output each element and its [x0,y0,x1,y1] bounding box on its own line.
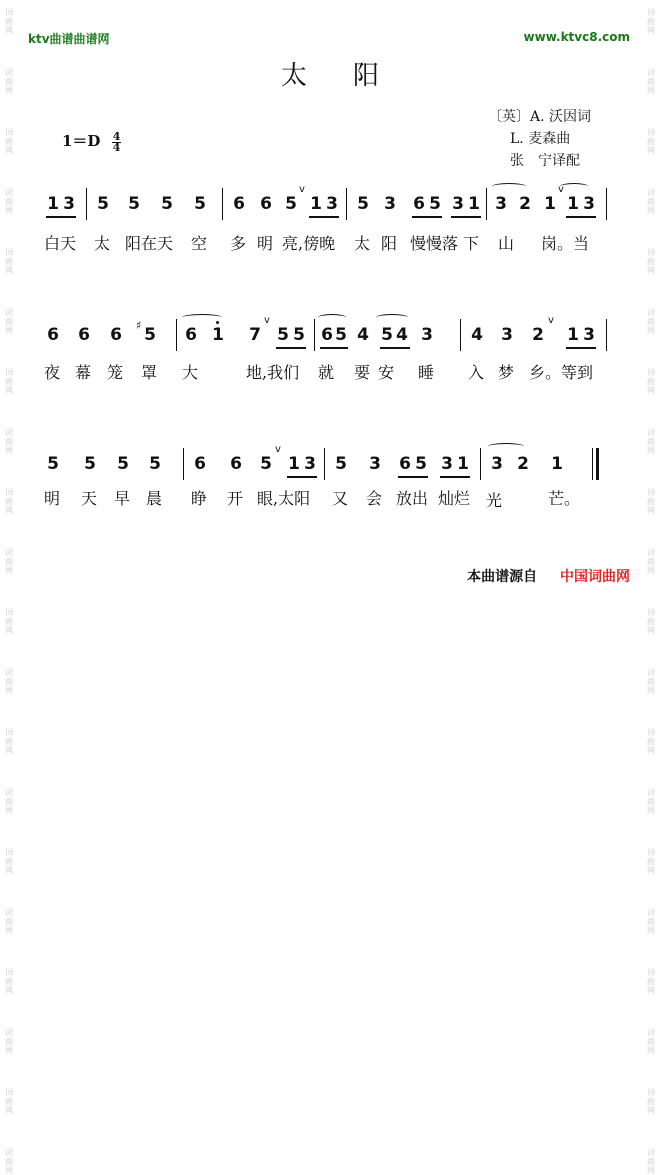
note: 6 [233,194,245,214]
note: 3 [495,194,507,214]
translator-credit: 张 宁译配 [510,153,580,169]
barline [480,448,481,480]
barline [460,319,461,351]
eighth-beam [451,216,481,218]
eighth-beam [412,216,442,218]
note: 5 [117,454,129,474]
side-watermark-mark: 词 曲 网 [5,368,13,395]
credits-block [488,106,591,172]
lyrics-line-2 [0,360,660,384]
lyric-syllable: 多 [230,234,247,253]
note: 5 [128,194,140,214]
lyric-syllable: 幕 [75,363,92,382]
note: 3 [369,454,381,474]
lyric-syllable: 明 [257,234,274,253]
side-watermark-mark: 词 曲 网 [647,908,655,935]
lyric-syllable: 睁 [191,489,208,508]
lyric-syllable: 岗。当 [541,234,590,253]
side-watermark-mark: 词 曲 网 [5,308,13,335]
eighth-beam [320,347,348,349]
lyric-syllable: 大 [182,363,199,382]
footer-brand-link[interactable]: 中国词曲网 [560,569,630,585]
note: 6 [78,325,90,345]
note: 5 [194,194,206,214]
tie-slur [376,314,408,321]
side-watermark-mark: 词 曲 网 [647,1028,655,1055]
lyric-syllable: 太 [354,234,371,253]
side-watermark-mark: 词 曲 网 [5,128,13,155]
note: 5 [161,194,173,214]
site-watermark-left[interactable]: ktv曲谱曲谱网 [28,32,110,46]
note: 5 [429,194,441,214]
side-watermark-mark: 词 曲 网 [5,1088,13,1115]
barline [222,188,223,220]
note: 1 [212,325,224,345]
note: 5 [47,454,59,474]
side-watermark-mark: 词 曲 网 [5,968,13,995]
note: 1 [457,454,469,474]
side-watermark-mark: 词 曲 网 [647,368,655,395]
side-watermark-mark: 词 曲 网 [647,428,655,455]
lyric-syllable: 安 [378,363,395,382]
side-watermark-mark: 词 曲 网 [647,788,655,815]
lyric-syllable: 放出 [396,489,429,508]
notation-line-1 [0,186,660,226]
barline [606,188,607,220]
note: 5 [277,325,289,345]
tie-slur [488,443,524,450]
note: 5 [260,454,272,474]
side-watermark-mark: 词 曲 网 [647,488,655,515]
lyrics-line-1 [0,231,660,255]
side-watermark-mark: 词 曲 网 [647,848,655,875]
note: 6 [194,454,206,474]
lyric-syllable: 会 [366,489,383,508]
lyric-syllable: 白天 [44,234,77,253]
note: 5 [293,325,305,345]
lyric-syllable: 明 [44,489,61,508]
barline [314,319,315,351]
high-octave-dot [216,321,219,324]
note: 3 [441,454,453,474]
lyric-syllable: 天 [81,489,98,508]
note: 3 [384,194,396,214]
lyric-syllable: 开 [227,489,244,508]
note: 6 [230,454,242,474]
note: 1 [310,194,322,214]
meter-bottom: 4 [112,140,121,154]
side-watermark-mark: 词 曲 网 [647,668,655,695]
side-watermark-mark: 词 曲 网 [647,1148,655,1175]
breath-mark: v [299,184,305,195]
note: 1 [551,454,563,474]
eighth-beam [440,476,470,478]
lyric-syllable: 灿烂 [438,489,471,508]
breath-mark: v [264,315,270,326]
note: 3 [491,454,503,474]
note: 1 [567,325,579,345]
eighth-beam [309,216,339,218]
note: 6 [413,194,425,214]
side-watermark-mark: 词 曲 网 [647,248,655,275]
lyrics-line-3 [0,486,660,510]
note: 6 [110,325,122,345]
site-watermark-right[interactable]: www.ktvc8.com [523,30,630,44]
note: 7 [249,325,261,345]
side-watermark-mark: 词 曲 网 [5,548,13,575]
barline [606,319,607,351]
note: 3 [452,194,464,214]
note: 2 [519,194,531,214]
source-footer [467,566,630,586]
breath-mark: v [548,315,554,326]
lyric-syllable: 光 [486,491,503,510]
barline [176,319,177,351]
lyric-syllable: 眼,太阳 [257,489,311,508]
note: 6 [260,194,272,214]
note: 6 [399,454,411,474]
final-barline-thin [592,448,593,480]
side-watermark-mark: 词 曲 网 [5,488,13,515]
note: 4 [471,325,483,345]
eighth-beam [566,216,596,218]
note: 5 [335,454,347,474]
lyric-syllable: 空 [191,234,208,253]
side-watermark-mark: 词 曲 网 [5,728,13,755]
key-label: 1＝D [62,132,101,150]
lyric-syllable: 阳在天 [125,234,174,253]
side-watermark-mark: 词 曲 网 [5,848,13,875]
note: 1 [468,194,480,214]
time-signature [112,129,122,154]
lyric-syllable: 乡。等到 [529,363,594,382]
note: 5 [144,325,156,345]
lyric-syllable: 就 [318,363,335,382]
note: 5 [149,454,161,474]
note: 3 [501,325,513,345]
side-watermark-mark: 词 曲 网 [5,1148,13,1175]
side-watermark-mark: 词 曲 网 [647,728,655,755]
side-watermark-mark: 词 曲 网 [647,128,655,155]
lyric-syllable: 太 [94,234,111,253]
side-watermark-mark: 词 曲 网 [647,1088,655,1115]
note: 3 [583,325,595,345]
lyric-syllable: 慢慢落 [410,234,459,253]
side-watermark-mark: 词 曲 网 [647,188,655,215]
notation-line-3 [0,446,660,486]
side-watermark-mark: 词 曲 网 [647,548,655,575]
note: 1 [567,194,579,214]
composer-credit: L. 麦森曲 [510,131,571,147]
note: 3 [304,454,316,474]
side-watermark-mark: 词 曲 网 [5,608,13,635]
tie-slur [560,183,588,190]
side-watermark-mark: 词 曲 网 [5,428,13,455]
note: 5 [84,454,96,474]
barline [324,448,325,480]
note: 1 [47,194,59,214]
eighth-beam [398,476,428,478]
side-watermark-mark: 词 曲 网 [647,308,655,335]
final-barline-thick [596,448,599,480]
breath-mark: v [558,184,564,195]
barline [86,188,87,220]
note: 5 [357,194,369,214]
lyric-syllable: 入 [468,363,485,382]
notation-line-2 [0,317,660,357]
side-watermark-mark: 词 曲 网 [647,8,655,35]
note: 6 [321,325,333,345]
eighth-beam [380,347,410,349]
eighth-beam [566,347,596,349]
note: 3 [583,194,595,214]
note: 6 [47,325,59,345]
lyric-syllable: 地,我们 [246,363,300,382]
side-watermark-mark: 词 曲 网 [647,68,655,95]
note: 6 [185,325,197,345]
lyric-syllable: 要 [354,363,371,382]
lyric-syllable: 笼 [107,363,124,382]
eighth-beam [287,476,317,478]
lyric-syllable: 晨 [146,489,163,508]
note: 5 [381,325,393,345]
breath-mark: v [275,444,281,455]
lyric-syllable: 山 [498,234,515,253]
side-watermark-mark: 词 曲 网 [647,968,655,995]
key-signature [62,130,121,153]
side-watermark-mark: 词 曲 网 [5,68,13,95]
lyric-syllable: 睡 [418,363,435,382]
meter-top: 4 [112,129,121,143]
song-title: 太阳 [280,61,425,91]
note: 3 [326,194,338,214]
side-watermark-mark: 词 曲 网 [5,788,13,815]
note: 2 [532,325,544,345]
side-watermark-mark: 词 曲 网 [5,908,13,935]
barline [486,188,487,220]
tie-slur [318,314,346,321]
side-watermark-mark: 词 曲 网 [647,608,655,635]
note: 3 [63,194,75,214]
lyric-syllable: 阳 [381,234,398,253]
lyric-syllable: 夜 [44,363,61,382]
note: 2 [517,454,529,474]
barline [346,188,347,220]
side-watermark-mark: 词 曲 网 [5,248,13,275]
note: 1 [288,454,300,474]
note: 5 [415,454,427,474]
sharp-sign: ♯ [136,319,142,332]
footer-source-label: 本曲谱源自 [467,569,538,585]
lyric-syllable: 罩 [141,363,158,382]
lyric-syllable: 下 [463,234,480,253]
lyricist-credit: 〔英〕A. 沃因词 [488,109,592,125]
note: 5 [285,194,297,214]
lyric-syllable: 梦 [498,363,515,382]
note: 1 [544,194,556,214]
side-watermark-mark: 词 曲 网 [5,668,13,695]
eighth-beam [276,347,306,349]
side-watermark-mark: 词 曲 网 [5,1028,13,1055]
lyric-syllable: 芒。 [548,489,581,508]
note: 4 [396,325,408,345]
lyric-syllable: 早 [114,489,131,508]
lyric-syllable: 又 [332,489,349,508]
note: 5 [97,194,109,214]
side-watermark-mark: 词 曲 网 [5,8,13,35]
note: 5 [335,325,347,345]
note: 4 [357,325,369,345]
note: 3 [421,325,433,345]
tie-slur [182,314,222,321]
barline [183,448,184,480]
side-watermark-mark: 词 曲 网 [5,188,13,215]
eighth-beam [46,216,76,218]
tie-slur [492,183,526,190]
lyric-syllable: 亮,傍晚 [282,234,336,253]
